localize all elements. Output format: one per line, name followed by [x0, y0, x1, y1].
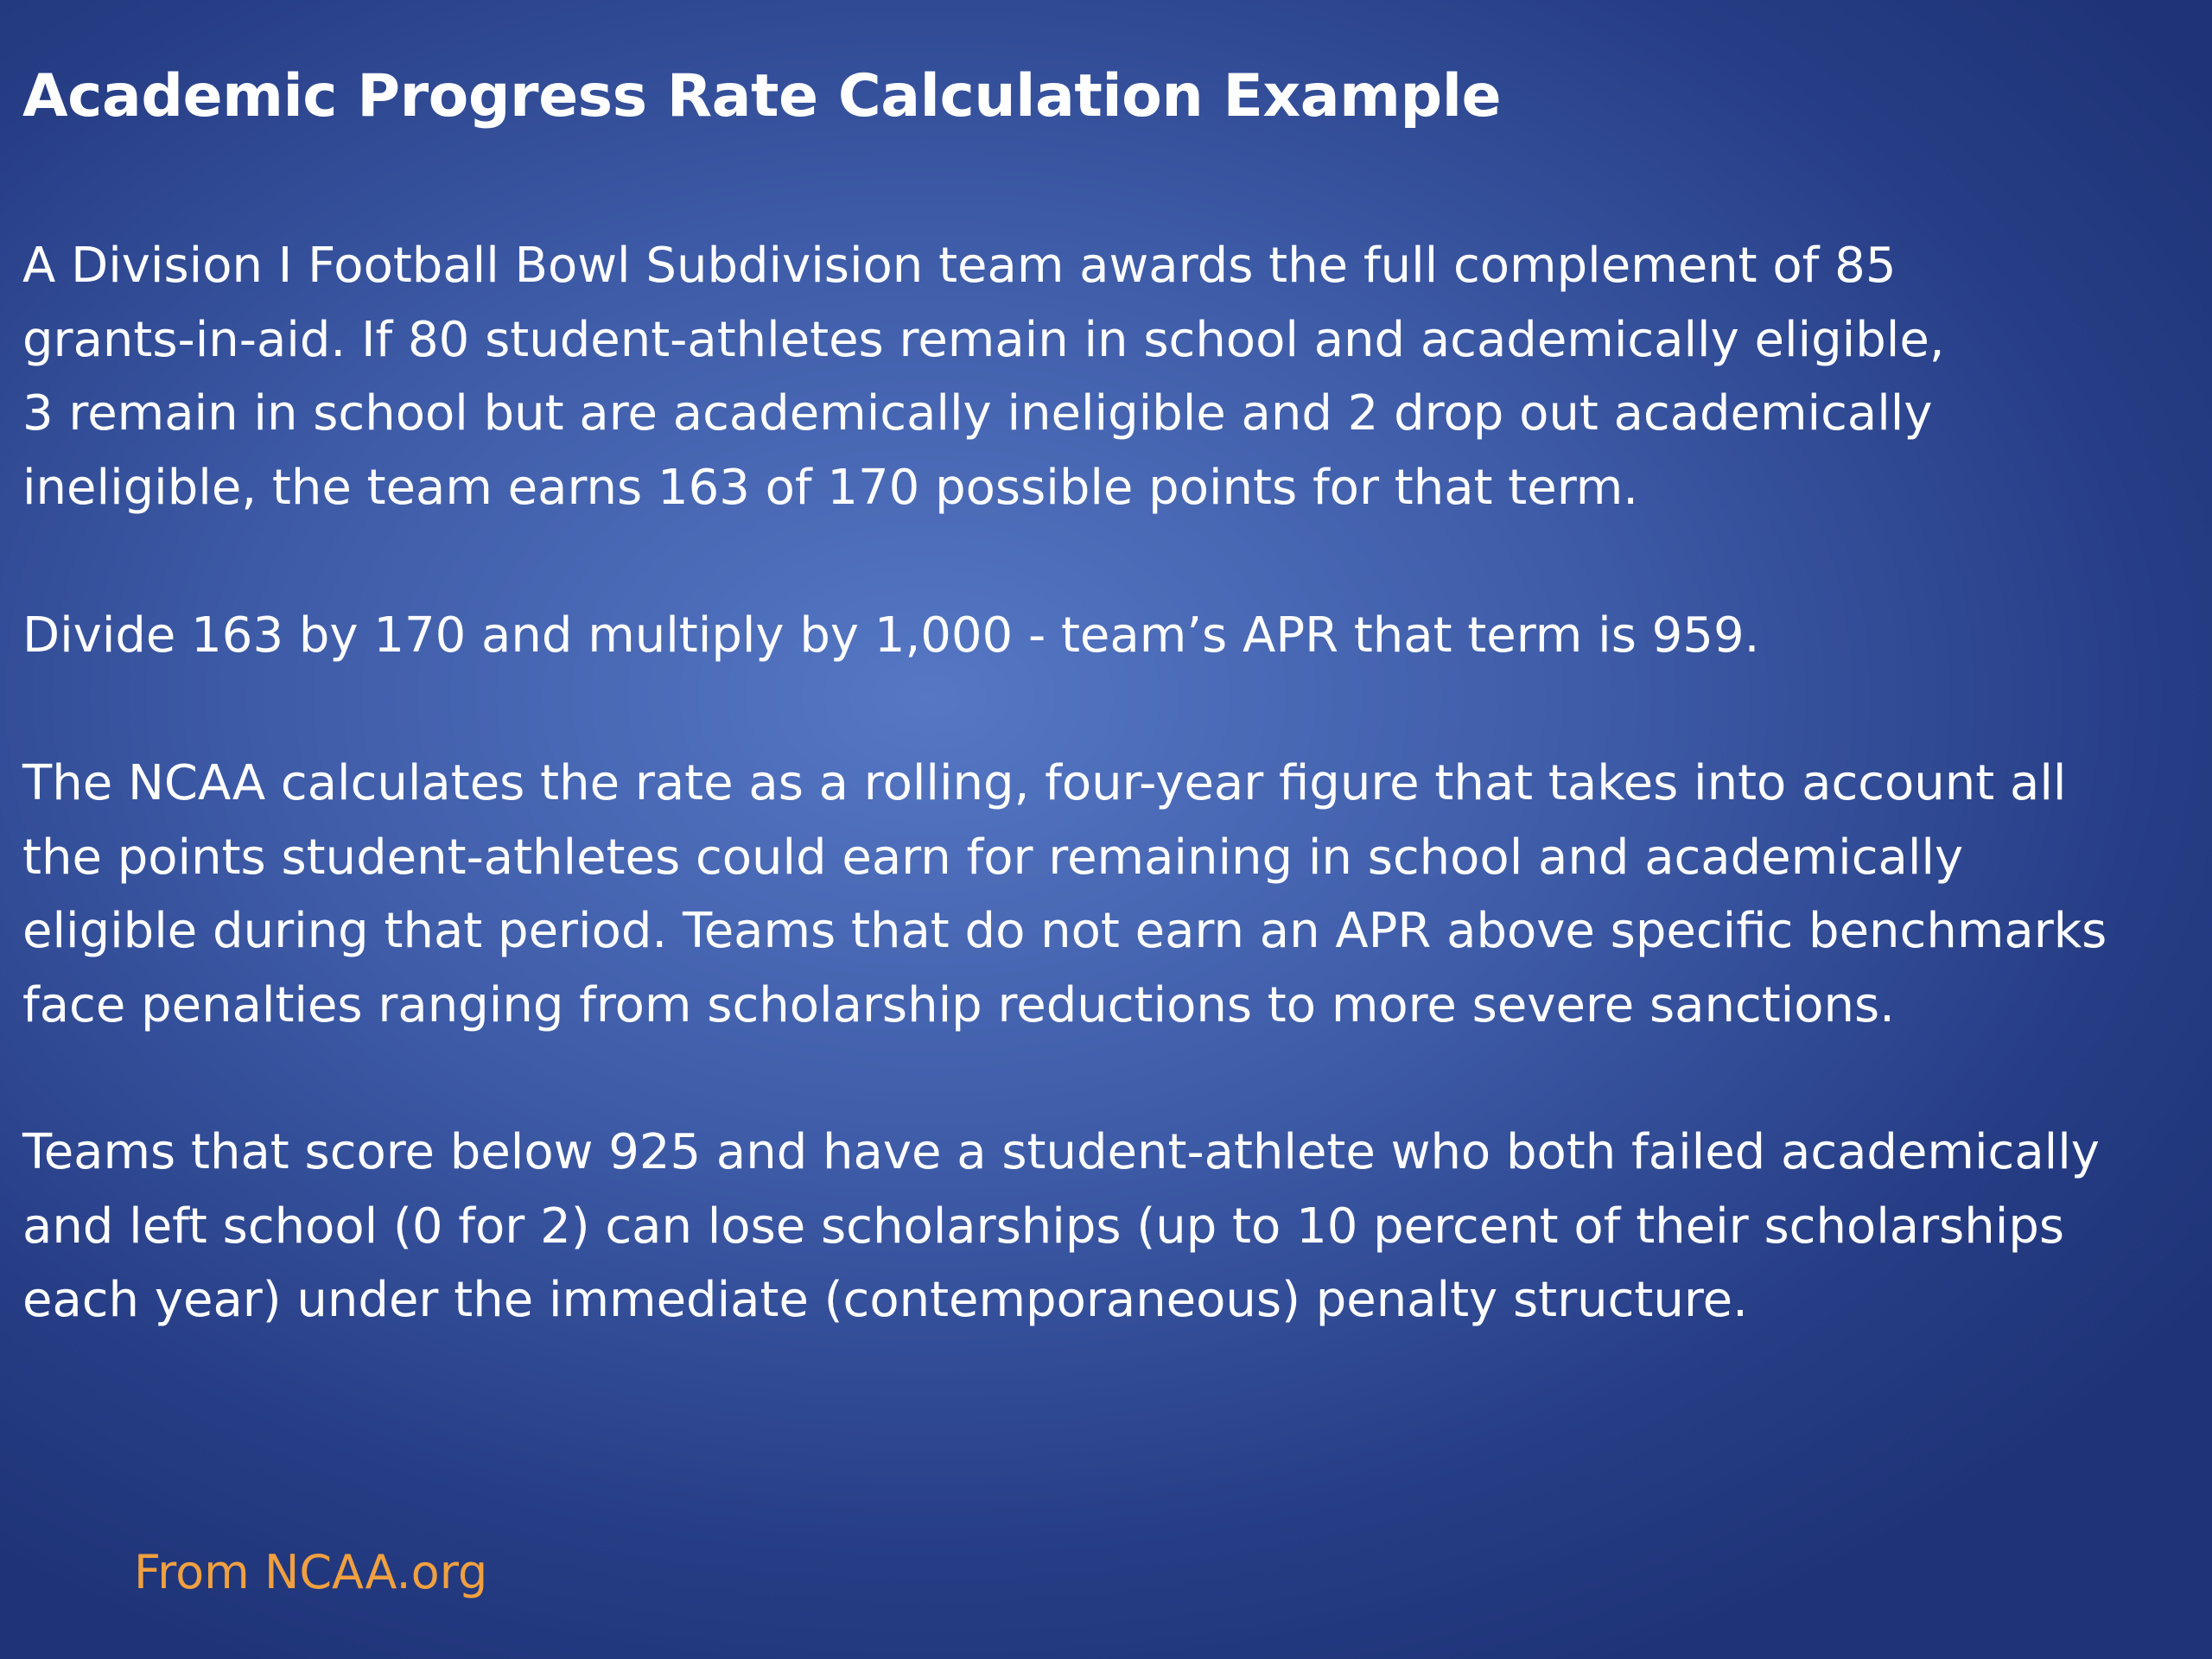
paragraph-rolling-rate: [22, 747, 2200, 1042]
paragraph-line: grants-in-aid. If 80 student-athletes remain in school and academically eligible,: [22, 311, 1945, 368]
paragraph-line: and left school (0 for 2) can lose scholarships (up to 10 percent of their scholarships: [22, 1198, 2065, 1255]
slide-title: Academic Progress Rate Calculation Example: [22, 62, 1502, 130]
paragraph-line: Divide 163 by 170 and multiply by 1,000 - team’s APR that term is 959.: [22, 607, 1760, 664]
paragraph-line: the points student-athletes could earn for remaining in school and academically: [22, 829, 1964, 886]
paragraph-line: 3 remain in school but are academically ineligible and 2 drop out academically: [22, 385, 1933, 442]
paragraph-line: eligible during that period. Teams that do not earn an APR above specific benchmarks: [22, 903, 2107, 959]
paragraph-line: A Division I Football Bowl Subdivision team awards the full complement of 85: [22, 238, 1897, 294]
paragraph-grant-example: [22, 229, 2200, 524]
paragraph-line: face penalties ranging from scholarship reductions to more severe sanctions.: [22, 976, 1895, 1033]
paragraph-line: The NCAA calculates the rate as a rolling, four-year figure that takes into account all: [22, 755, 2067, 811]
paragraph-apr-formula: [22, 599, 2200, 673]
paragraph-line: Teams that score below 925 and have a student-athlete who both failed academically: [22, 1124, 2100, 1180]
source-attribution: From NCAA.org: [134, 1545, 488, 1599]
paragraph-line: ineligible, the team earns 163 of 170 possible points for that term.: [22, 459, 1639, 516]
paragraph-penalty-structure: [22, 1116, 2200, 1338]
paragraph-line: each year) under the immediate (contemporaneous) penalty structure.: [22, 1272, 1748, 1328]
